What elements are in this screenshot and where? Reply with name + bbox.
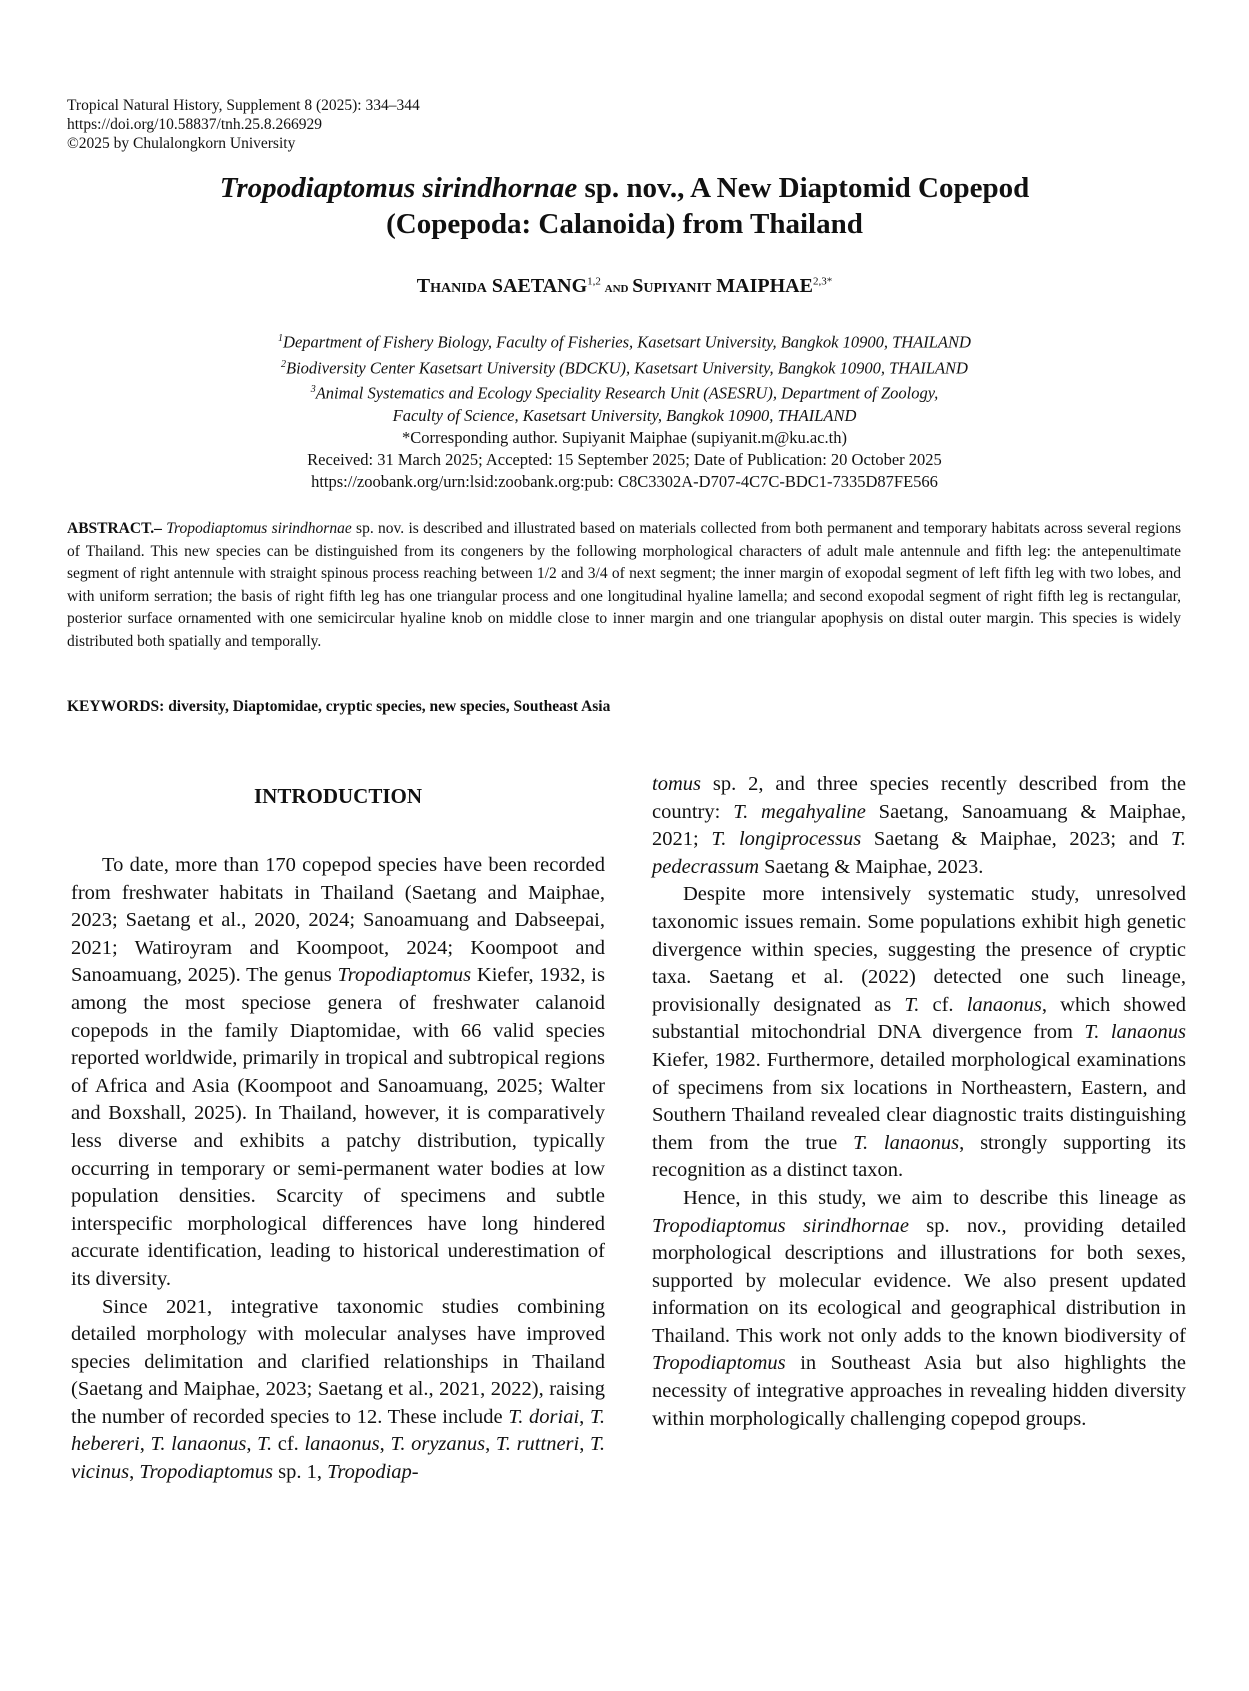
keywords: KEYWORDS: diversity, Diaptomidae, cryptic species, new species, Southeast Asia [67, 698, 611, 715]
author-2: Supiyanit MAIPHAE [632, 275, 813, 297]
journal-citation: Tropical Natural History, Supplement 8 (2025): 334–344 [67, 97, 420, 114]
affiliation-2: $^2$Biodiversity Center Kasetsart University (BDCKU), Kasetsart University, Bangkok 10900, THAILAND [281, 358, 968, 377]
affiliation-3-cont: Faculty of Science, Kasetsart University, Bangkok 10900, THAILAND [392, 405, 857, 425]
publication-dates: Received: 31 March 2025; Accepted: 15 September 2025; Date of Publication: 20 October 2025 [307, 449, 942, 469]
author-list: Thanida SAETANG$^{1,2}$ and Supiyanit $MAIPHAE^{2,3*}$ [416, 275, 833, 297]
doi-link[interactable]: https://doi.org/10.58837/tnh.25.8.266929 [67, 116, 323, 133]
journal-header [67, 96, 420, 153]
abstract-label: ABSTRACT.– [67, 520, 162, 537]
paper-title: Tropodiaptomus sirindhornae sp. nov., A New Diaptomid Copepod (Copepoda: Calanoida) from Thailand [219, 172, 1030, 240]
abstract: ABSTRACT.– Tropodiaptomus sirindhornae sp. nov. is described and illustrated based on materials collected from both permanent and temporary habitats across several regions of Thailand. This new species can be distinguished from its congeners by the following morphological characters of adult male antennule and fifth leg: the antepenultimate segment of right antennule with straight spinous process reaching between 1/2 and 3/4 of next segment; the inner margin of exopodal segment of left fifth leg with two lobes, and with uniform serration; the basis of right fifth leg has one triangular process and one longitudinal hyaline lamella; and second exopodal segment of right fifth leg is rectangular, posterior surface ornamented with one semicircular hyaline knob on middle close to inner margin and one triangular apophysis on distal outer margin. This species is widely distributed both spatially and temporally. [67, 520, 1182, 650]
column-right [652, 771, 1186, 1433]
title-species: Tropodiaptomus sirindhornae [219, 172, 578, 204]
corresponding-author[interactable]: *Corresponding author. Supiyanit Maiphae (supiyanit.m@ku.ac.th) [401, 427, 848, 447]
affiliations [0, 328, 1249, 493]
section-heading-introduction: INTRODUCTION [253, 784, 423, 808]
affiliation-1: $^1$Department of Fishery Biology, Faculty of Fisheries, Kasetsart University, Bangkok 10900, THAILAND [278, 332, 971, 352]
column-left [71, 852, 605, 1487]
intro-paragraph-4: Hence, in this study, we aim to describe this lineage as Tropodiaptomus sirindhornae sp. nov., providing detailed morphological descriptions and illustrations for both sexes, supported by molecular evidence. We also present updated information on its ecological and geographical distribution in Thailand. This work not only adds to the known biodiversity of Tropodiaptomus in Southeast Asia but also highlights the necessity of integrative approaches in revealing hidden diversity within morphologically challenging copepod groups. [652, 1186, 1187, 1430]
intro-paragraph-2: Since 2021, integrative taxonomic studies combining detailed morphology with molecular analyses have improved species delimitation and clarified relationships in Thailand (Saetang and Maiphae, 2023; Saetang et al., 2021, 2022), raising the number of recorded species to 12. These include T. doriai, T. hebereri, T. lanaonus, T. cf. lanaonus, T. oryzanus, T. ruttneri, T. vicinus, Tropodiaptomus sp. 1, Tropodiap- [71, 1295, 606, 1484]
intro-paragraph-2-cont: tomus sp. 2, and three species recently described from the country: T. megahyaline Saetang, Sanoamuang & Maiphae, 2021; T. longiprocessus Saetang & Maiphae, 2023; and T. pedecrassum Saetang & Maiphae, 2023. [652, 773, 1186, 878]
intro-paragraph-3: Despite more intensively systematic study, unresolved taxonomic issues remain. Some populations exhibit high genetic divergence within species, suggesting the presence of cryptic taxa. Saetang et al. (2022) detected one such lineage, provisionally designated as T. cf. lanaonus, which showed substantial mitochondrial DNA divergence from T. lanaonus Kiefer, 1982. Furthermore, detailed morphological examinations of specimens from six locations in Northeastern, Eastern, and Southern Thailand revealed clear diagnostic traits distinguishing them from the true T. lanaonus, strongly supporting its recognition as a distinct taxon. [652, 883, 1186, 1182]
copyright: ©2025 by Chulalongkorn University [67, 135, 296, 152]
affiliation-3: $^3$Animal Systematics and Ecology Speciality Research Unit (ASESRU), Department of Zoology, [310, 383, 939, 403]
intro-paragraph-1: To date, more than 170 copepod species have been recorded from freshwater habitats in Thailand (Saetang and Maiphae, 2023; Saetang et al., 2020, 2024; Sanoamuang and Dabseepai, 2021; Watiroyram and Koompoot, 2024; Koompoot and Sanoamuang, 2025). The genus Tropodiaptomus Kiefer, 1932, is among the most speciose genera of freshwater calanoid copepods in the family Diaptomidae, with 66 valid species reported worldwide, primarily in tropical and subtropical regions of Africa and Asia (Koompoot and Sanoamuang, 2025; Walter and Boxshall, 2025). In Thailand, however, it is comparatively less diverse and exhibits a patchy distribution, typically occurring in temporary or semi-permanent water bodies at low population densities. Scarcity of specimens and subtle interspecific morphological differences have long hindered accurate identification, leading to historical underestimation of its diversity. [71, 854, 605, 1290]
zoobank-link[interactable]: https://zoobank.org/urn:lsid:zoobank.org:pub: C8C3302A-D707-4C7C-BDC1-7335D87FE566 [311, 471, 938, 491]
author-1: Thanida SAETANG [416, 275, 588, 297]
